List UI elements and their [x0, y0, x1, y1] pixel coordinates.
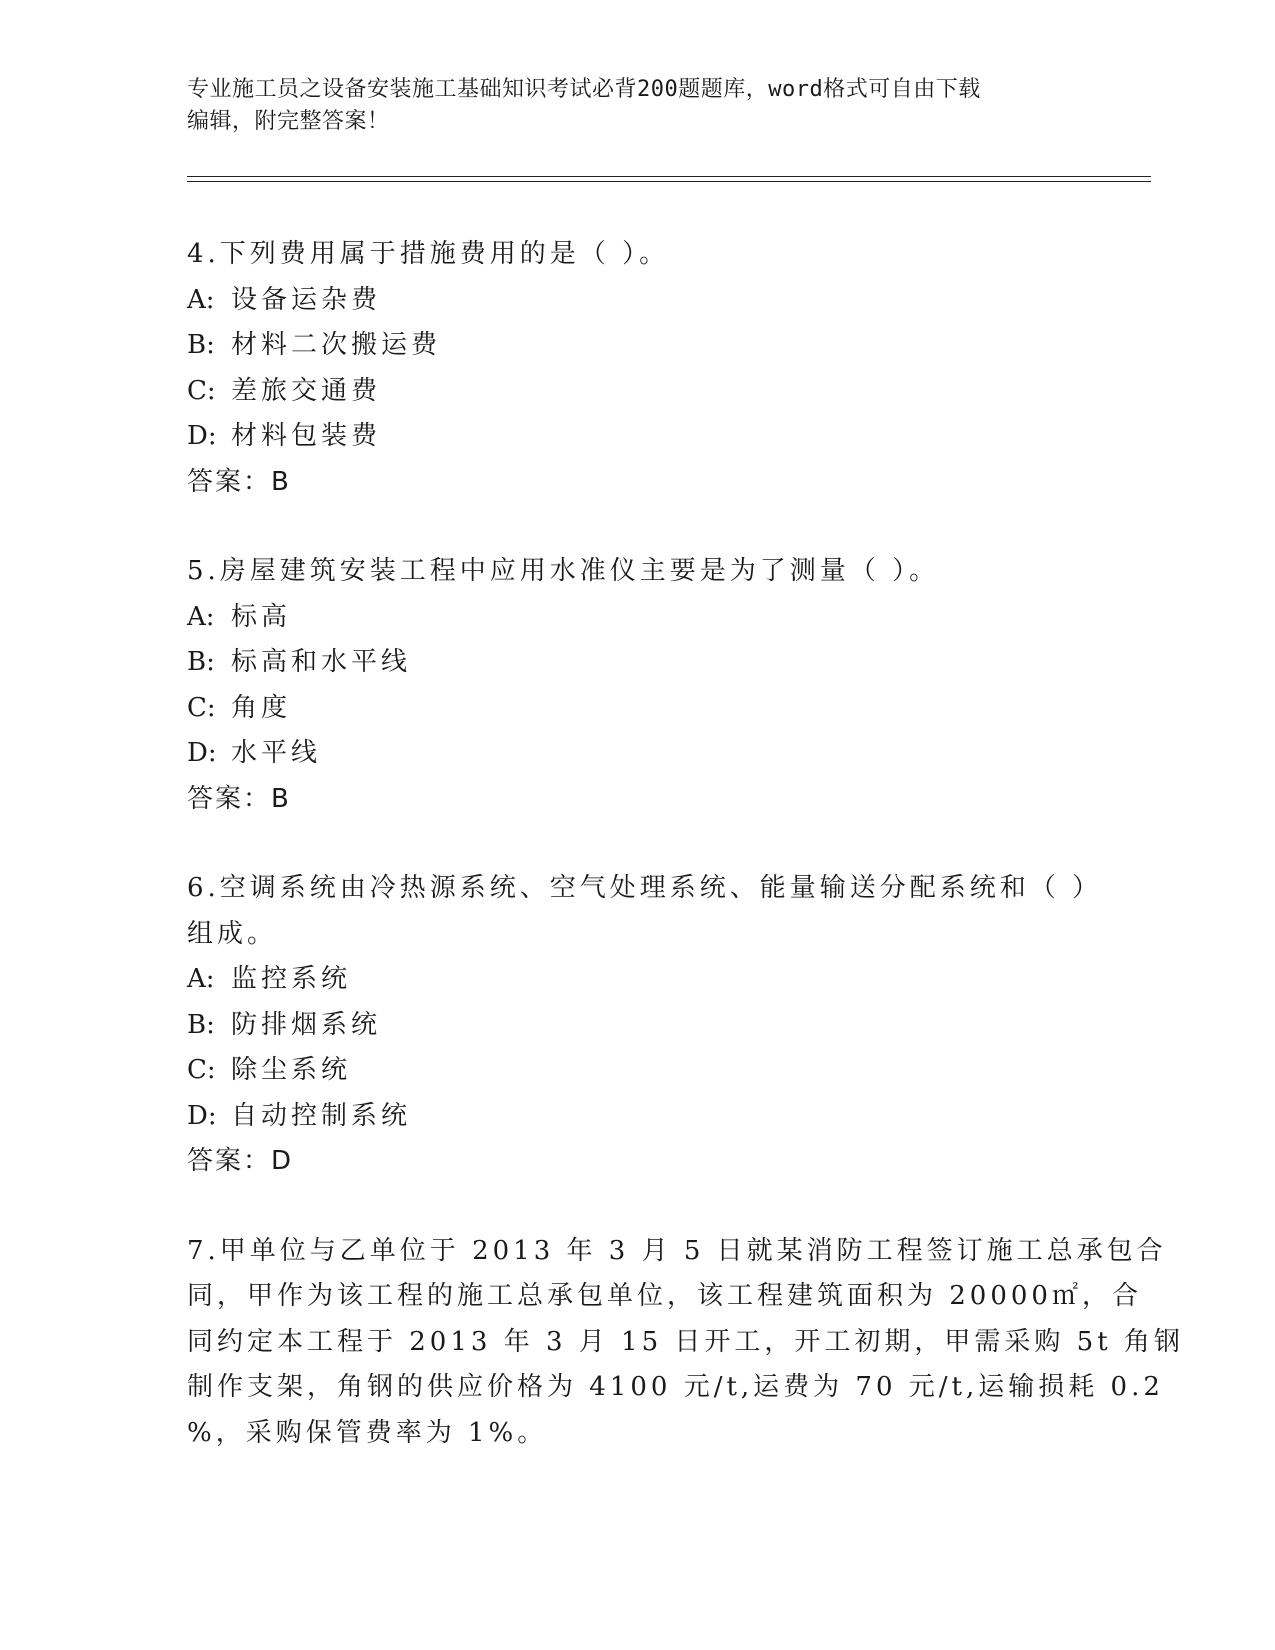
question-7: [187, 1229, 1184, 1457]
option-b: [187, 323, 1087, 369]
question-4: [187, 232, 1087, 505]
option-d: [187, 414, 1087, 460]
option-text: 除尘系统: [231, 1055, 352, 1085]
document-header: [187, 74, 1067, 138]
option-letter: A:: [187, 601, 215, 632]
question-stem: 5.房屋建筑安装工程中应用水准仪主要是为了测量（ ）。: [187, 556, 940, 586]
option-d: [187, 731, 1087, 777]
option-text: 标高: [231, 601, 292, 632]
option-letter: B:: [187, 1009, 215, 1040]
option-text: 防排烟系统: [231, 1009, 382, 1040]
option-letter: D:: [187, 1100, 217, 1131]
question-6: [187, 866, 1103, 1185]
answer-label: 答案：B: [187, 466, 291, 497]
option-text: 自动控制系统: [231, 1100, 412, 1131]
question-stem-line: %，采购保管费率为 1%。: [187, 1417, 548, 1448]
question-stem-line: 同约定本工程于 2013 年 3 月 15 日开工，开工初期，甲需采购 5t 角钢: [187, 1326, 1184, 1357]
option-c: [187, 686, 1087, 732]
option-text: 标高和水平线: [231, 647, 412, 677]
option-text: 监控系统: [231, 964, 352, 994]
question-stem-line: 7.甲单位与乙单位于 2013 年 3 月 5 日就某消防工程签订施工总承包合: [187, 1235, 1167, 1266]
header-divider-bottom: [187, 181, 1151, 182]
option-a: [187, 278, 1087, 324]
question-stem-line: 制作支架，角钢的供应价格为 4100 元/t,运费为 70 元/t,运输损耗 0.2: [187, 1372, 1164, 1402]
option-d: [187, 1094, 1087, 1140]
option-letter: C:: [187, 375, 216, 406]
option-c: [187, 1048, 1087, 1094]
option-letter: B:: [187, 330, 215, 360]
question-stem: 4.下列费用属于措施费用的是（ ）。: [187, 239, 670, 269]
option-letter: C:: [187, 692, 216, 723]
answer-label: 答案：D: [187, 1146, 294, 1176]
header-line-1: 专业施工员之设备安装施工基础知识考试必背200题题库，word格式可自由下载: [187, 77, 981, 102]
option-b: [187, 640, 1087, 686]
option-letter: A:: [187, 964, 215, 994]
option-text: 差旅交通费: [231, 375, 382, 406]
option-text: 水平线: [231, 738, 322, 768]
option-letter: C:: [187, 1055, 216, 1085]
question-stem-line: 同，甲作为该工程的施工总承包单位，该工程建筑面积为 20000㎡，合: [187, 1281, 1142, 1311]
option-text: 材料二次搬运费: [231, 330, 442, 360]
question-list: [187, 232, 1184, 1500]
answer-label: 答案：B: [187, 783, 291, 814]
option-letter: D:: [187, 421, 217, 451]
header-line-2: 编辑，附完整答案！: [187, 109, 390, 134]
option-b: [187, 1003, 1087, 1049]
option-text: 角度: [231, 692, 292, 723]
option-text: 设备运杂费: [231, 284, 382, 315]
question-stem-line: 6.空调系统由冷热源系统、空气处理系统、能量输送分配系统和（ ）: [187, 873, 1103, 903]
option-letter: D:: [187, 738, 217, 768]
question-5: [187, 549, 1087, 822]
header-divider-top: [187, 176, 1151, 177]
question-stem-line: 组成。: [187, 918, 278, 949]
option-letter: A:: [187, 284, 215, 315]
option-a: [187, 957, 1087, 1003]
option-a: [187, 595, 1087, 641]
option-letter: B:: [187, 647, 215, 677]
option-c: [187, 369, 1087, 415]
option-text: 材料包装费: [231, 421, 382, 451]
